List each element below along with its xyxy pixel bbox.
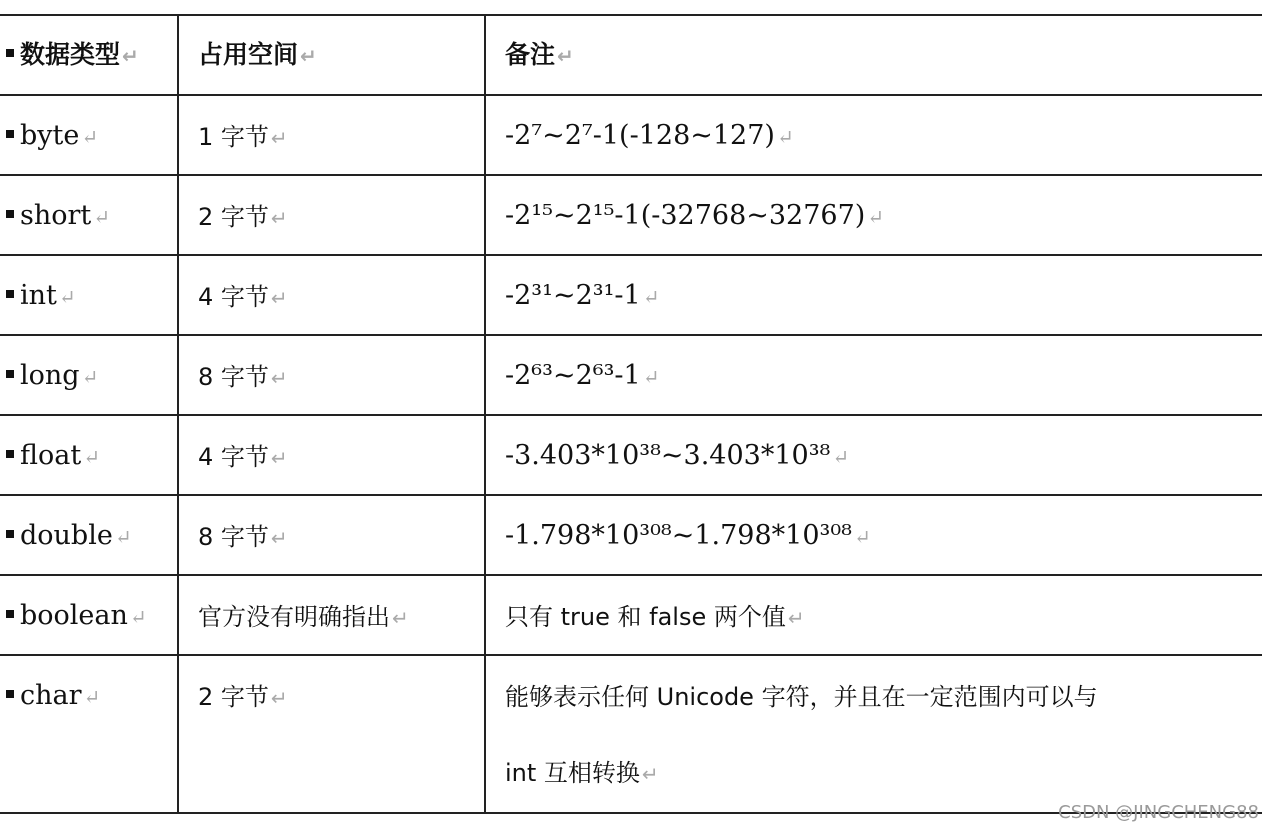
size-label: 8 字节 bbox=[198, 363, 269, 391]
type-label: float bbox=[20, 440, 82, 471]
row-divider bbox=[0, 574, 1262, 576]
return-mark: ↵ bbox=[787, 606, 805, 630]
return-mark: ↵ bbox=[270, 126, 288, 150]
type-cell bbox=[6, 601, 147, 632]
size-cell bbox=[198, 282, 288, 313]
bullet-marker bbox=[6, 530, 14, 538]
return-mark: ↵ bbox=[270, 366, 288, 390]
type-label: short bbox=[20, 200, 92, 231]
watermark: CSDN @JINGCHENG88 bbox=[1058, 802, 1259, 823]
return-mark: ↵ bbox=[392, 606, 409, 630]
note-label: 能够表示任何 Unicode 字符，并且在一定范围内可以与 bbox=[505, 683, 1098, 711]
return-mark: ↵ bbox=[122, 44, 139, 68]
note-label: -3.403*10³⁸~3.403*10³⁸ bbox=[505, 440, 831, 471]
bullet-marker bbox=[6, 130, 14, 138]
bullet-marker bbox=[6, 610, 14, 618]
header-data-type bbox=[6, 40, 139, 71]
return-mark: ↵ bbox=[114, 525, 132, 549]
size-cell bbox=[198, 602, 409, 633]
header-label: 占用空间 bbox=[198, 40, 299, 69]
size-label: 1 字节 bbox=[198, 123, 269, 151]
note-label: int 互相转换 bbox=[505, 759, 640, 787]
type-label: double bbox=[20, 520, 113, 551]
type-label: boolean bbox=[20, 600, 128, 631]
size-cell bbox=[198, 522, 288, 553]
return-mark: ↵ bbox=[832, 445, 850, 469]
note-cell bbox=[505, 281, 659, 312]
type-label: byte bbox=[20, 120, 80, 151]
size-cell bbox=[198, 442, 288, 473]
note-label: -2¹⁵~2¹⁵-1(-32768~32767) bbox=[505, 200, 866, 231]
type-cell bbox=[6, 121, 98, 152]
note-cell bbox=[505, 121, 794, 152]
size-label: 2 字节 bbox=[198, 203, 269, 231]
row-divider bbox=[0, 174, 1262, 176]
type-label: long bbox=[20, 360, 80, 391]
row-divider bbox=[0, 94, 1262, 96]
type-label: char bbox=[20, 680, 82, 711]
row-divider bbox=[0, 414, 1262, 416]
note-cell bbox=[505, 201, 884, 232]
return-mark: ↵ bbox=[300, 44, 317, 68]
type-cell bbox=[6, 281, 76, 312]
return-mark: ↵ bbox=[641, 762, 659, 786]
type-label: int bbox=[20, 280, 57, 311]
note-label: -1.798*10³⁰⁸~1.798*10³⁰⁸ bbox=[505, 520, 852, 551]
note-label: -2⁶³~2⁶³-1 bbox=[505, 360, 641, 391]
note-cell bbox=[505, 361, 659, 392]
row-divider bbox=[0, 494, 1262, 496]
type-cell bbox=[6, 681, 100, 712]
return-mark: ↵ bbox=[83, 445, 100, 469]
return-mark: ↵ bbox=[81, 365, 99, 389]
return-mark: ↵ bbox=[81, 125, 99, 149]
size-label: 4 字节 bbox=[198, 443, 269, 471]
note-label: -2³¹~2³¹-1 bbox=[505, 280, 641, 311]
return-mark: ↵ bbox=[867, 205, 885, 229]
bullet-marker bbox=[6, 290, 14, 298]
return-mark: ↵ bbox=[58, 285, 76, 309]
type-cell bbox=[6, 361, 98, 392]
note-cell bbox=[505, 602, 805, 633]
return-mark: ↵ bbox=[270, 206, 288, 230]
note-cell bbox=[505, 441, 849, 472]
bullet-marker bbox=[6, 49, 14, 57]
bullet-marker bbox=[6, 210, 14, 218]
return-mark: ↵ bbox=[854, 525, 871, 549]
return-mark: ↵ bbox=[129, 605, 147, 629]
note-cell-line2 bbox=[505, 758, 659, 789]
return-mark: ↵ bbox=[642, 285, 660, 309]
size-label: 2 字节 bbox=[198, 683, 269, 711]
size-cell bbox=[198, 682, 288, 713]
bullet-marker bbox=[6, 370, 14, 378]
size-cell bbox=[198, 202, 288, 233]
return-mark: ↵ bbox=[557, 44, 574, 68]
return-mark: ↵ bbox=[270, 286, 288, 310]
type-cell bbox=[6, 521, 132, 552]
return-mark: ↵ bbox=[83, 685, 101, 709]
return-mark: ↵ bbox=[270, 686, 288, 710]
header-size bbox=[198, 40, 317, 71]
row-divider bbox=[0, 654, 1262, 656]
size-label: 4 字节 bbox=[198, 283, 269, 311]
header-label: 数据类型 bbox=[20, 40, 121, 69]
size-label: 8 字节 bbox=[198, 523, 269, 551]
size-label: 官方没有明确指出 bbox=[198, 603, 390, 631]
return-mark: ↵ bbox=[270, 526, 288, 550]
row-divider bbox=[0, 334, 1262, 336]
note-label: 只有 true 和 false 两个值 bbox=[505, 603, 786, 631]
bullet-marker bbox=[6, 450, 14, 458]
size-cell bbox=[198, 362, 288, 393]
data-types-table bbox=[0, 14, 1262, 814]
note-cell bbox=[505, 682, 1098, 712]
row-divider bbox=[0, 254, 1262, 256]
type-cell bbox=[6, 441, 100, 472]
note-label: -2⁷~2⁷-1(-128~127) bbox=[505, 120, 775, 151]
bullet-marker bbox=[6, 690, 14, 698]
size-cell bbox=[198, 122, 288, 153]
return-mark: ↵ bbox=[93, 205, 111, 229]
return-mark: ↵ bbox=[270, 446, 288, 470]
header-label: 备注 bbox=[505, 40, 556, 69]
return-mark: ↵ bbox=[642, 365, 660, 389]
header-note bbox=[505, 40, 574, 71]
note-cell bbox=[505, 521, 871, 552]
type-cell bbox=[6, 201, 110, 232]
return-mark: ↵ bbox=[776, 125, 794, 149]
